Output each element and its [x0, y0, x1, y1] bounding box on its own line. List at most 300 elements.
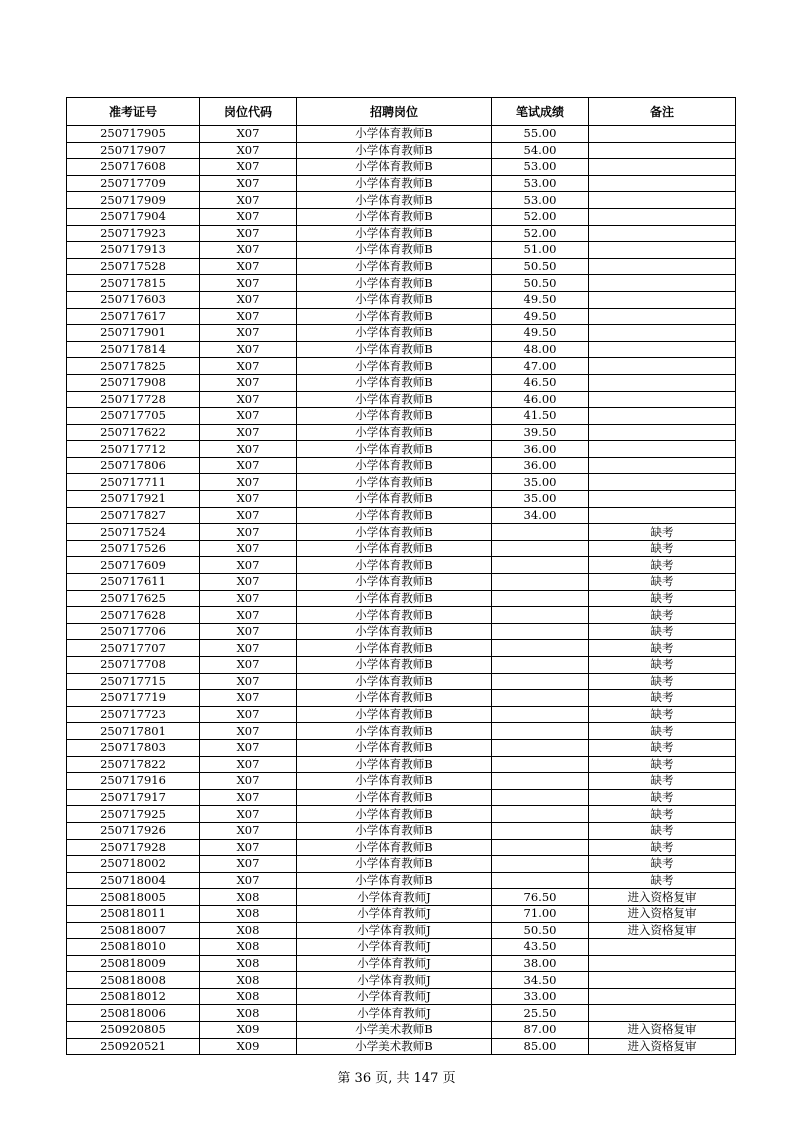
remark-cell — [589, 275, 736, 292]
table-row — [67, 308, 736, 325]
table-row — [67, 142, 736, 159]
header-post-name: 招聘岗位 — [297, 98, 492, 126]
post-code-cell: X07 — [200, 590, 297, 607]
exam-id-cell: 250717617 — [67, 308, 200, 325]
score-cell — [492, 690, 589, 707]
exam-id-cell: 250717625 — [67, 590, 200, 607]
remark-cell — [589, 1005, 736, 1022]
score-cell: 34.00 — [492, 507, 589, 524]
remark-cell — [589, 242, 736, 259]
post-name-cell: 小学体育教师B — [297, 856, 492, 873]
remark-cell: 缺考 — [589, 557, 736, 574]
exam-id-cell: 250717814 — [67, 341, 200, 358]
post-code-cell: X07 — [200, 175, 297, 192]
post-name-cell: 小学体育教师B — [297, 640, 492, 657]
post-name-cell: 小学体育教师J — [297, 889, 492, 906]
exam-id-cell: 250717921 — [67, 491, 200, 508]
post-code-cell: X08 — [200, 905, 297, 922]
score-cell — [492, 856, 589, 873]
table-row — [67, 872, 736, 889]
post-code-cell: X07 — [200, 242, 297, 259]
remark-cell — [589, 491, 736, 508]
post-name-cell: 小学体育教师B — [297, 723, 492, 740]
page-footer: 第 36 页, 共 147 页 — [337, 1071, 456, 1086]
remark-cell — [589, 972, 736, 989]
remark-cell: 缺考 — [589, 640, 736, 657]
table-row — [67, 789, 736, 806]
remark-cell — [589, 955, 736, 972]
remark-cell — [589, 308, 736, 325]
score-cell — [492, 706, 589, 723]
table-row — [67, 291, 736, 308]
post-name-cell: 小学体育教师B — [297, 341, 492, 358]
remark-cell: 缺考 — [589, 607, 736, 624]
post-name-cell: 小学体育教师B — [297, 557, 492, 574]
exam-id-cell: 250717723 — [67, 706, 200, 723]
post-name-cell: 小学体育教师B — [297, 623, 492, 640]
remark-cell — [589, 391, 736, 408]
table-row — [67, 408, 736, 425]
exam-id-cell: 250717908 — [67, 374, 200, 391]
post-name-cell: 小学体育教师B — [297, 192, 492, 209]
exam-id-cell: 250717603 — [67, 291, 200, 308]
table-row — [67, 524, 736, 541]
score-cell — [492, 756, 589, 773]
exam-id-cell: 250717925 — [67, 806, 200, 823]
remark-cell: 进入资格复审 — [589, 922, 736, 939]
score-cell: 43.50 — [492, 939, 589, 956]
post-code-cell: X07 — [200, 325, 297, 342]
exam-id-cell: 250717822 — [67, 756, 200, 773]
post-code-cell: X07 — [200, 225, 297, 242]
exam-id-cell: 250717926 — [67, 822, 200, 839]
score-cell — [492, 839, 589, 856]
post-code-cell: X07 — [200, 374, 297, 391]
exam-id-cell: 250818012 — [67, 988, 200, 1005]
post-name-cell: 小学体育教师B — [297, 789, 492, 806]
exam-id-cell: 250717827 — [67, 507, 200, 524]
post-code-cell: X07 — [200, 657, 297, 674]
post-name-cell: 小学体育教师B — [297, 756, 492, 773]
table-row — [67, 673, 736, 690]
remark-cell: 缺考 — [589, 690, 736, 707]
table-row — [67, 540, 736, 557]
post-name-cell: 小学体育教师J — [297, 922, 492, 939]
score-cell: 36.00 — [492, 441, 589, 458]
remark-cell — [589, 341, 736, 358]
exam-id-cell: 250717711 — [67, 474, 200, 491]
exam-id-cell: 250717715 — [67, 673, 200, 690]
post-code-cell: X07 — [200, 872, 297, 889]
table-row — [67, 491, 736, 508]
remark-cell: 进入资格复审 — [589, 889, 736, 906]
exam-id-cell: 250718002 — [67, 856, 200, 873]
post-name-cell: 小学体育教师B — [297, 308, 492, 325]
table-row — [67, 507, 736, 524]
post-name-cell: 小学体育教师J — [297, 1005, 492, 1022]
post-name-cell: 小学体育教师B — [297, 457, 492, 474]
table-row — [67, 972, 736, 989]
score-cell: 55.00 — [492, 126, 589, 143]
remark-cell: 缺考 — [589, 673, 736, 690]
score-cell: 33.00 — [492, 988, 589, 1005]
exam-id-cell: 250717904 — [67, 208, 200, 225]
table-row — [67, 557, 736, 574]
exam-id-cell: 250717707 — [67, 640, 200, 657]
exam-id-cell: 250717526 — [67, 540, 200, 557]
exam-id-cell: 250717825 — [67, 358, 200, 375]
score-cell: 49.50 — [492, 308, 589, 325]
post-code-cell: X07 — [200, 441, 297, 458]
exam-id-cell: 250717608 — [67, 159, 200, 176]
post-name-cell: 小学体育教师B — [297, 126, 492, 143]
table-row — [67, 623, 736, 640]
score-cell: 34.50 — [492, 972, 589, 989]
table-row — [67, 657, 736, 674]
post-name-cell: 小学体育教师B — [297, 524, 492, 541]
post-code-cell: X07 — [200, 839, 297, 856]
exam-id-cell: 250717801 — [67, 723, 200, 740]
post-code-cell: X07 — [200, 391, 297, 408]
remark-cell — [589, 126, 736, 143]
post-code-cell: X07 — [200, 275, 297, 292]
header-remarks: 备注 — [589, 98, 736, 126]
remark-cell: 进入资格复审 — [589, 1022, 736, 1039]
table-row — [67, 690, 736, 707]
score-cell — [492, 657, 589, 674]
post-name-cell: 小学体育教师B — [297, 872, 492, 889]
post-name-cell: 小学体育教师B — [297, 607, 492, 624]
exam-id-cell: 250717611 — [67, 574, 200, 591]
post-name-cell: 小学体育教师J — [297, 955, 492, 972]
remark-cell — [589, 939, 736, 956]
post-name-cell: 小学体育教师B — [297, 540, 492, 557]
score-cell — [492, 574, 589, 591]
table-row — [67, 739, 736, 756]
post-name-cell: 小学体育教师B — [297, 690, 492, 707]
post-code-cell: X07 — [200, 690, 297, 707]
score-cell: 50.50 — [492, 922, 589, 939]
post-code-cell: X08 — [200, 955, 297, 972]
score-cell — [492, 640, 589, 657]
exam-id-cell: 250717719 — [67, 690, 200, 707]
remark-cell — [589, 142, 736, 159]
post-name-cell: 小学体育教师B — [297, 424, 492, 441]
table-row — [67, 441, 736, 458]
post-code-cell: X09 — [200, 1022, 297, 1039]
remark-cell — [589, 424, 736, 441]
exam-id-cell: 250920805 — [67, 1022, 200, 1039]
score-cell — [492, 673, 589, 690]
exam-id-cell: 250717909 — [67, 192, 200, 209]
exam-id-cell: 250818005 — [67, 889, 200, 906]
table-row — [67, 159, 736, 176]
table-row — [67, 225, 736, 242]
post-name-cell: 小学体育教师B — [297, 358, 492, 375]
table-row — [67, 126, 736, 143]
remark-cell: 缺考 — [589, 789, 736, 806]
exam-id-cell: 250717528 — [67, 258, 200, 275]
post-code-cell: X07 — [200, 208, 297, 225]
table-row — [67, 773, 736, 790]
remark-cell: 缺考 — [589, 872, 736, 889]
post-name-cell: 小学体育教师J — [297, 939, 492, 956]
exam-id-cell: 250818006 — [67, 1005, 200, 1022]
score-cell: 54.00 — [492, 142, 589, 159]
exam-id-cell: 250818009 — [67, 955, 200, 972]
remark-cell: 缺考 — [589, 773, 736, 790]
table-row — [67, 242, 736, 259]
post-code-cell: X07 — [200, 856, 297, 873]
post-name-cell: 小学体育教师B — [297, 142, 492, 159]
post-code-cell: X07 — [200, 623, 297, 640]
post-code-cell: X07 — [200, 192, 297, 209]
score-cell — [492, 607, 589, 624]
post-name-cell: 小学体育教师B — [297, 839, 492, 856]
score-cell: 50.50 — [492, 258, 589, 275]
score-cell — [492, 789, 589, 806]
remark-cell: 缺考 — [589, 706, 736, 723]
score-cell: 41.50 — [492, 408, 589, 425]
score-cell: 25.50 — [492, 1005, 589, 1022]
remark-cell — [589, 408, 736, 425]
table-row — [67, 391, 736, 408]
score-cell — [492, 822, 589, 839]
header-written-score: 笔试成绩 — [492, 98, 589, 126]
remark-cell: 缺考 — [589, 723, 736, 740]
table-row — [67, 574, 736, 591]
table-row — [67, 325, 736, 342]
score-cell: 53.00 — [492, 192, 589, 209]
post-code-cell: X07 — [200, 806, 297, 823]
score-cell: 53.00 — [492, 175, 589, 192]
exam-id-cell: 250818010 — [67, 939, 200, 956]
post-code-cell: X07 — [200, 640, 297, 657]
post-name-cell: 小学体育教师B — [297, 374, 492, 391]
remark-cell: 缺考 — [589, 574, 736, 591]
remark-cell: 缺考 — [589, 657, 736, 674]
remark-cell: 缺考 — [589, 739, 736, 756]
table-row — [67, 175, 736, 192]
table-row — [67, 955, 736, 972]
post-name-cell: 小学体育教师B — [297, 159, 492, 176]
exam-id-cell: 250717609 — [67, 557, 200, 574]
post-name-cell: 小学体育教师B — [297, 822, 492, 839]
exam-id-cell: 250717916 — [67, 773, 200, 790]
score-cell: 76.50 — [492, 889, 589, 906]
exam-id-cell: 250717708 — [67, 657, 200, 674]
exam-id-cell: 250717803 — [67, 739, 200, 756]
post-code-cell: X07 — [200, 142, 297, 159]
table-row — [67, 474, 736, 491]
post-name-cell: 小学体育教师B — [297, 225, 492, 242]
table-row — [67, 341, 736, 358]
post-code-cell: X09 — [200, 1038, 297, 1055]
score-cell — [492, 540, 589, 557]
table-row — [67, 822, 736, 839]
exam-id-cell: 250717928 — [67, 839, 200, 856]
post-code-cell: X07 — [200, 507, 297, 524]
post-name-cell: 小学体育教师B — [297, 590, 492, 607]
post-code-cell: X07 — [200, 607, 297, 624]
score-cell — [492, 623, 589, 640]
post-code-cell: X08 — [200, 988, 297, 1005]
table-row — [67, 889, 736, 906]
post-code-cell: X07 — [200, 723, 297, 740]
post-code-cell: X07 — [200, 474, 297, 491]
post-code-cell: X08 — [200, 972, 297, 989]
score-cell: 51.00 — [492, 242, 589, 259]
score-cell — [492, 557, 589, 574]
remark-cell — [589, 441, 736, 458]
remark-cell: 缺考 — [589, 839, 736, 856]
post-code-cell: X07 — [200, 358, 297, 375]
exam-id-cell: 250818008 — [67, 972, 200, 989]
exam-id-cell: 250717901 — [67, 325, 200, 342]
exam-id-cell: 250717913 — [67, 242, 200, 259]
remark-cell — [589, 192, 736, 209]
remark-cell — [589, 374, 736, 391]
header-exam-id: 准考证号 — [67, 98, 200, 126]
table-row — [67, 640, 736, 657]
score-cell: 49.50 — [492, 325, 589, 342]
post-name-cell: 小学体育教师B — [297, 258, 492, 275]
post-name-cell: 小学体育教师B — [297, 441, 492, 458]
header-row — [67, 98, 736, 126]
post-code-cell: X07 — [200, 126, 297, 143]
remark-cell: 缺考 — [589, 590, 736, 607]
table-row — [67, 839, 736, 856]
remark-cell: 进入资格复审 — [589, 1038, 736, 1055]
score-cell: 87.00 — [492, 1022, 589, 1039]
table-row — [67, 424, 736, 441]
remark-cell — [589, 175, 736, 192]
table-row — [67, 208, 736, 225]
post-code-cell: X07 — [200, 557, 297, 574]
exam-id-cell: 250717709 — [67, 175, 200, 192]
remark-cell — [589, 225, 736, 242]
post-code-cell: X07 — [200, 739, 297, 756]
remark-cell — [589, 258, 736, 275]
exam-id-cell: 250717712 — [67, 441, 200, 458]
remark-cell — [589, 474, 736, 491]
post-code-cell: X07 — [200, 673, 297, 690]
post-code-cell: X07 — [200, 291, 297, 308]
post-name-cell: 小学体育教师B — [297, 574, 492, 591]
post-name-cell: 小学体育教师J — [297, 988, 492, 1005]
table-row — [67, 457, 736, 474]
post-name-cell: 小学体育教师B — [297, 391, 492, 408]
table-row — [67, 806, 736, 823]
exam-id-cell: 250920521 — [67, 1038, 200, 1055]
score-cell — [492, 723, 589, 740]
table-row — [67, 1005, 736, 1022]
post-code-cell: X08 — [200, 939, 297, 956]
post-name-cell: 小学体育教师B — [297, 242, 492, 259]
post-name-cell: 小学体育教师J — [297, 905, 492, 922]
post-code-cell: X07 — [200, 258, 297, 275]
exam-id-cell: 250717907 — [67, 142, 200, 159]
score-cell — [492, 773, 589, 790]
post-code-cell: X07 — [200, 540, 297, 557]
post-name-cell: 小学体育教师B — [297, 275, 492, 292]
exam-id-cell: 250717622 — [67, 424, 200, 441]
post-code-cell: X07 — [200, 773, 297, 790]
header-post-code: 岗位代码 — [200, 98, 297, 126]
exam-id-cell: 250717524 — [67, 524, 200, 541]
post-code-cell: X07 — [200, 457, 297, 474]
post-name-cell: 小学体育教师B — [297, 507, 492, 524]
score-cell — [492, 524, 589, 541]
score-cell: 50.50 — [492, 275, 589, 292]
table-row — [67, 988, 736, 1005]
exam-id-cell: 250818007 — [67, 922, 200, 939]
exam-id-cell: 250717923 — [67, 225, 200, 242]
score-cell — [492, 872, 589, 889]
score-cell: 53.00 — [492, 159, 589, 176]
exam-id-cell: 250718004 — [67, 872, 200, 889]
table-row — [67, 856, 736, 873]
table-body — [67, 126, 736, 1055]
post-name-cell: 小学体育教师B — [297, 291, 492, 308]
score-cell: 49.50 — [492, 291, 589, 308]
score-cell: 39.50 — [492, 424, 589, 441]
post-code-cell: X07 — [200, 308, 297, 325]
score-cell — [492, 739, 589, 756]
score-cell: 46.50 — [492, 374, 589, 391]
post-code-cell: X07 — [200, 789, 297, 806]
exam-id-cell: 250717705 — [67, 408, 200, 425]
score-cell: 52.00 — [492, 208, 589, 225]
post-code-cell: X07 — [200, 408, 297, 425]
remark-cell — [589, 457, 736, 474]
exam-id-cell: 250717706 — [67, 623, 200, 640]
post-code-cell: X07 — [200, 706, 297, 723]
post-name-cell: 小学体育教师B — [297, 673, 492, 690]
post-name-cell: 小学体育教师B — [297, 175, 492, 192]
post-name-cell: 小学体育教师B — [297, 657, 492, 674]
remark-cell: 缺考 — [589, 756, 736, 773]
score-cell — [492, 590, 589, 607]
remark-cell — [589, 291, 736, 308]
remark-cell — [589, 507, 736, 524]
score-cell: 46.00 — [492, 391, 589, 408]
table-row — [67, 374, 736, 391]
score-cell: 48.00 — [492, 341, 589, 358]
remark-cell — [589, 988, 736, 1005]
post-name-cell: 小学体育教师B — [297, 806, 492, 823]
score-cell: 38.00 — [492, 955, 589, 972]
remark-cell — [589, 325, 736, 342]
post-code-cell: X07 — [200, 341, 297, 358]
table-row — [67, 905, 736, 922]
post-name-cell: 小学体育教师J — [297, 972, 492, 989]
exam-id-cell: 250717905 — [67, 126, 200, 143]
post-code-cell: X07 — [200, 756, 297, 773]
remark-cell: 进入资格复审 — [589, 905, 736, 922]
remark-cell — [589, 358, 736, 375]
remark-cell: 缺考 — [589, 822, 736, 839]
table-row — [67, 1038, 736, 1055]
post-name-cell: 小学体育教师B — [297, 706, 492, 723]
score-cell: 85.00 — [492, 1038, 589, 1055]
post-name-cell: 小学体育教师B — [297, 739, 492, 756]
post-code-cell: X07 — [200, 159, 297, 176]
post-name-cell: 小学体育教师B — [297, 474, 492, 491]
score-cell: 71.00 — [492, 905, 589, 922]
table-row — [67, 706, 736, 723]
remark-cell — [589, 208, 736, 225]
